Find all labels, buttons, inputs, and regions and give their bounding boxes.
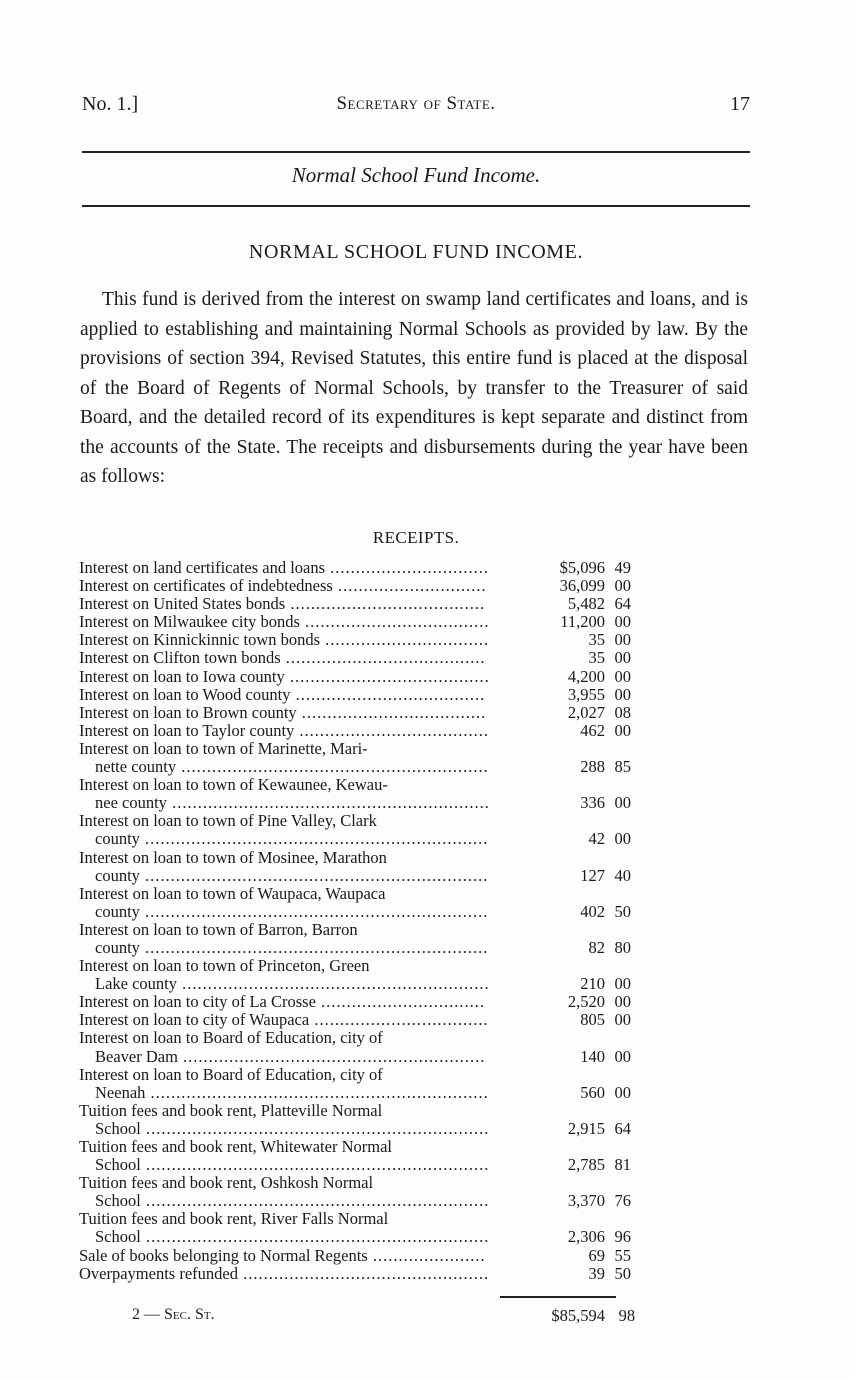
amount-dollars: 336 <box>580 793 605 813</box>
amount-cents: 50 <box>614 1263 631 1283</box>
amount-dollars: 42 <box>588 829 605 849</box>
receipt-label: Interest on loan to town of Barron, Barron <box>79 919 358 939</box>
receipt-description <box>79 595 491 613</box>
amount-dollars: 4,200 <box>567 666 605 686</box>
amount-cents: 55 <box>614 1245 631 1265</box>
receipt-description <box>79 631 491 649</box>
amount-cents: 00 <box>614 630 631 650</box>
intro-text: This fund is derived from the interest on swamp land certificates and loans, and is applied to establishing and maintaining Normal Schools as provided by law. By the provisions of section 394, Revised Statutes, this entire fund is placed at the disposal of the Board of Regents of Normal Schools, by transfer to the Treasurer of said Board, and the detailed record of its expenditures is kept separate and distinct from the accounts of the State. The receipts and disbursements during the year have been as follows: <box>80 289 748 487</box>
receipt-description <box>79 1138 491 1174</box>
table-row <box>79 993 639 1011</box>
table-row <box>79 812 639 848</box>
amount-dollars: 2,520 <box>567 992 605 1012</box>
receipt-amount <box>519 1247 639 1265</box>
receipt-description <box>79 722 491 740</box>
receipt-amount <box>519 939 639 957</box>
receipt-amount <box>519 668 639 686</box>
receipt-amount <box>519 1156 639 1174</box>
receipt-label: Interest on Kinnickinnic town bonds ................................ <box>79 630 490 650</box>
receipt-label: Interest on loan to city of Waupaca .................................. <box>79 1010 489 1030</box>
receipt-description <box>79 885 491 921</box>
leader-dots: ................................................................... <box>139 829 489 849</box>
receipt-label: Interest on loan to Wood county ..................................... <box>79 684 486 704</box>
receipt-amount <box>519 975 639 993</box>
receipt-label: Overpayments refunded ................................................ <box>79 1263 490 1283</box>
receipt-amount <box>519 1120 639 1138</box>
receipt-description <box>79 1102 491 1138</box>
table-row <box>79 1102 639 1138</box>
amount-dollars: 140 <box>580 1046 605 1066</box>
receipt-amount <box>519 1192 639 1210</box>
receipt-description <box>79 993 491 1011</box>
amount-cents: 00 <box>614 648 631 668</box>
table-row <box>79 631 639 649</box>
signature-number: 2 — <box>132 1306 160 1323</box>
amount-cents: 00 <box>614 612 631 632</box>
amount-dollars: 2,785 <box>567 1155 605 1175</box>
running-header <box>82 93 750 123</box>
amount-dollars: 2,027 <box>567 702 605 722</box>
table-row <box>79 1247 639 1265</box>
receipt-description <box>79 704 491 722</box>
receipt-label-continued: nette county ............................................................ <box>95 757 489 777</box>
intro-paragraph <box>80 285 748 492</box>
receipt-amount <box>519 559 639 577</box>
receipt-label: Interest on loan to Taylor county ..................................... <box>79 720 490 740</box>
receipt-description <box>79 776 491 812</box>
receipt-description <box>79 1247 491 1265</box>
amount-cents: 81 <box>614 1155 631 1175</box>
receipts-table <box>79 559 639 1283</box>
amount-dollars: 560 <box>580 1082 605 1102</box>
leader-dots: ...................................... <box>285 594 486 614</box>
total-rule <box>500 1296 616 1298</box>
receipt-label-continued: nee county .............................................................. <box>95 793 490 813</box>
table-row <box>79 1210 639 1246</box>
leader-dots: ............................................................ <box>176 757 489 777</box>
amount-cents: 64 <box>614 594 631 614</box>
receipt-amount <box>519 903 639 921</box>
amount-cents: 00 <box>614 576 631 596</box>
receipt-label-continued: Lake county ............................................................ <box>95 974 490 994</box>
receipt-description <box>79 957 491 993</box>
receipt-label-continued: county ................................................................... <box>95 829 489 849</box>
receipt-label-continued: School ................................................................... <box>95 1191 490 1211</box>
page-number: 17 <box>730 93 750 115</box>
receipt-description <box>79 613 491 631</box>
leader-dots: ................................................ <box>237 1263 490 1283</box>
receipt-amount <box>519 704 639 722</box>
receipt-label-continued: county ................................................................... <box>95 901 489 921</box>
table-row <box>79 1138 639 1174</box>
amount-cents: 64 <box>614 1118 631 1138</box>
amount-cents: 00 <box>614 793 631 813</box>
leader-dots: ................................ <box>315 992 486 1012</box>
amount-cents: 00 <box>614 974 631 994</box>
receipt-amount <box>519 649 639 667</box>
table-row <box>79 1265 639 1283</box>
table-row <box>79 668 639 686</box>
leader-dots: ...................... <box>367 1245 486 1265</box>
amount-cents: 00 <box>614 666 631 686</box>
receipt-description <box>79 1174 491 1210</box>
amount-dollars: 127 <box>580 865 605 885</box>
amount-dollars: 35 <box>588 630 605 650</box>
amount-dollars: 462 <box>580 720 605 740</box>
amount-dollars: $5,096 <box>559 558 605 577</box>
leader-dots: ....................................... <box>284 666 490 686</box>
table-row <box>79 849 639 885</box>
amount-cents: 80 <box>614 937 631 957</box>
leader-dots: ................................................................... <box>139 901 489 921</box>
amount-dollars: 82 <box>588 937 605 957</box>
receipt-description <box>79 1066 491 1102</box>
receipt-label: Interest on certificates of indebtedness ............................. <box>79 576 487 596</box>
amount-dollars: 210 <box>580 974 605 994</box>
table-row <box>79 595 639 613</box>
amount-dollars: 35 <box>588 648 605 668</box>
leader-dots: .............................................................. <box>166 793 490 813</box>
receipt-amount <box>519 830 639 848</box>
receipt-amount <box>519 758 639 776</box>
leader-dots: .................................................................. <box>145 1082 489 1102</box>
leader-dots: ..................................... <box>294 720 490 740</box>
table-row <box>79 1011 639 1029</box>
document-number: No. 1.] <box>82 93 139 115</box>
receipt-amount <box>519 577 639 595</box>
running-title: Secretary of State. <box>336 93 496 114</box>
receipt-label: Interest on loan to Iowa county ....................................... <box>79 666 490 686</box>
amount-dollars: 2,306 <box>567 1227 605 1247</box>
receipt-label: Tuition fees and book rent, Whitewater Normal <box>79 1137 392 1156</box>
amount-cents: 00 <box>614 1046 631 1066</box>
receipt-label: Interest on Milwaukee city bonds .................................... <box>79 612 490 632</box>
receipt-amount <box>519 1048 639 1066</box>
receipt-amount <box>519 1228 639 1246</box>
receipt-amount <box>519 686 639 704</box>
amount-dollars: 2,915 <box>567 1118 605 1138</box>
receipt-label-continued: county ................................................................... <box>95 937 489 957</box>
receipt-description <box>79 812 491 848</box>
receipt-description <box>79 1011 491 1029</box>
receipt-label: Interest on loan to town of Mosinee, Marathon <box>79 847 387 867</box>
section-title: NORMAL SCHOOL FUND INCOME. <box>248 241 584 263</box>
signature-text: Sec. St. <box>164 1306 215 1323</box>
amount-cents: 00 <box>614 992 631 1012</box>
table-row <box>79 722 639 740</box>
amount-dollars: 69 <box>588 1245 605 1265</box>
leader-dots: ................................................................... <box>140 1155 490 1175</box>
receipt-description <box>79 1210 491 1246</box>
receipt-description <box>79 740 491 776</box>
amount-cents: 00 <box>614 829 631 849</box>
receipt-description <box>79 668 491 686</box>
receipt-label-continued: Beaver Dam ........................................................... <box>95 1046 486 1066</box>
amount-dollars: 3,955 <box>567 684 605 704</box>
receipt-description <box>79 559 491 577</box>
receipt-description <box>79 1265 491 1283</box>
amount-dollars: 3,370 <box>567 1191 605 1211</box>
receipt-label: Sale of books belonging to Normal Regents ...................... <box>79 1245 486 1265</box>
amount-dollars: 5,482 <box>567 594 605 614</box>
table-row <box>79 885 639 921</box>
receipt-label: Tuition fees and book rent, River Falls Normal <box>79 1209 389 1229</box>
amount-dollars: 39 <box>588 1263 605 1283</box>
leader-dots: ..................................... <box>290 684 486 704</box>
receipt-label-continued: School ................................................................... <box>95 1227 490 1247</box>
receipt-description <box>79 921 491 957</box>
table-row <box>79 1066 639 1102</box>
amount-dollars: 288 <box>580 757 605 777</box>
table-row <box>79 613 639 631</box>
receipt-label-continued: School ................................................................... <box>95 1118 490 1138</box>
table-row <box>79 577 639 595</box>
section-subhead: Normal School Fund Income. <box>291 163 541 187</box>
receipt-label: Interest on United States bonds ...................................... <box>79 594 486 614</box>
table-row <box>79 686 639 704</box>
leader-dots: ................................................................... <box>140 1191 490 1211</box>
amount-cents: 49 <box>614 558 631 577</box>
receipt-description <box>79 686 491 704</box>
receipt-description <box>79 1029 491 1065</box>
receipt-label: Interest on loan to Board of Education, city of <box>79 1028 383 1048</box>
receipt-amount <box>519 867 639 885</box>
total-dollars: $85,594 <box>551 1306 605 1325</box>
leader-dots: ................................ <box>320 630 490 650</box>
leader-dots: .................................... <box>299 612 490 632</box>
receipt-label: Interest on loan to Brown county .................................... <box>79 702 487 722</box>
total-cents: 98 <box>618 1306 636 1325</box>
amount-dollars: 402 <box>580 901 605 921</box>
receipt-label-continued: School ................................................................... <box>95 1155 490 1175</box>
amount-cents: 00 <box>614 684 631 704</box>
receipt-label: Interest on loan to town of Princeton, Green <box>79 956 370 976</box>
leader-dots: ....................................... <box>280 648 486 668</box>
table-row <box>79 649 639 667</box>
receipt-amount <box>519 722 639 740</box>
receipt-label: Interest on loan to town of Waupaca, Waupaca <box>79 883 386 903</box>
amount-cents: 00 <box>614 1082 631 1102</box>
table-row <box>79 776 639 812</box>
header-rule-bottom <box>82 205 750 207</box>
receipt-amount <box>519 595 639 613</box>
receipt-amount <box>519 1011 639 1029</box>
amount-cents: 00 <box>614 720 631 740</box>
table-row <box>79 704 639 722</box>
receipts-total <box>519 1306 639 1326</box>
receipt-label: Tuition fees and book rent, Platteville Normal <box>79 1100 383 1120</box>
amount-cents: 40 <box>614 865 631 885</box>
receipt-label: Interest on loan to town of Marinette, Mari- <box>79 738 368 758</box>
table-row <box>79 921 639 957</box>
receipt-label: Tuition fees and book rent, Oshkosh Normal <box>79 1173 374 1193</box>
receipt-amount <box>519 993 639 1011</box>
receipt-amount <box>519 794 639 812</box>
leader-dots: ............................... <box>325 558 490 577</box>
leader-dots: ................................................................... <box>139 937 489 957</box>
amount-dollars: 11,200 <box>560 612 605 632</box>
receipt-label: Interest on land certificates and loans ............................... <box>79 558 490 577</box>
receipt-label: Interest on loan to town of Pine Valley, Clark <box>79 811 377 831</box>
receipt-label-continued: Neenah .................................................................. <box>95 1082 489 1102</box>
amount-cents: 96 <box>614 1227 631 1247</box>
receipts-heading: RECEIPTS. <box>372 528 460 547</box>
receipt-amount <box>519 631 639 649</box>
receipt-amount <box>519 1084 639 1102</box>
amount-dollars: 36,099 <box>559 576 605 596</box>
signature-mark <box>132 1306 215 1324</box>
leader-dots: .................................... <box>296 702 487 722</box>
table-row <box>79 1029 639 1065</box>
receipt-label: Interest on loan to city of La Crosse ................................ <box>79 992 486 1012</box>
leader-dots: ................................................................... <box>139 865 489 885</box>
receipt-label: Interest on loan to Board of Education, city of <box>79 1064 383 1084</box>
receipt-label-continued: county ................................................................... <box>95 865 489 885</box>
receipt-description <box>79 649 491 667</box>
leader-dots: .................................. <box>309 1010 489 1030</box>
table-row <box>79 1174 639 1210</box>
receipt-amount <box>519 613 639 631</box>
leader-dots: ............................................................ <box>177 974 490 994</box>
receipt-description <box>79 577 491 595</box>
table-row <box>79 957 639 993</box>
table-row <box>79 740 639 776</box>
leader-dots: ................................................................... <box>140 1118 490 1138</box>
amount-cents: 76 <box>614 1191 631 1211</box>
header-rule-top <box>82 151 750 153</box>
amount-cents: 08 <box>614 702 631 722</box>
amount-cents: 50 <box>614 901 631 921</box>
receipt-label: Interest on Clifton town bonds ....................................... <box>79 648 486 668</box>
receipt-description <box>79 849 491 885</box>
receipt-label: Interest on loan to town of Kewaunee, Kewau- <box>79 775 388 795</box>
amount-cents: 00 <box>614 1010 631 1030</box>
leader-dots: ............................. <box>332 576 487 596</box>
table-row <box>79 559 639 577</box>
leader-dots: ................................................................... <box>140 1227 490 1247</box>
amount-cents: 85 <box>614 757 631 777</box>
leader-dots: ........................................................... <box>177 1046 486 1066</box>
receipt-amount <box>519 1265 639 1283</box>
amount-dollars: 805 <box>580 1010 605 1030</box>
